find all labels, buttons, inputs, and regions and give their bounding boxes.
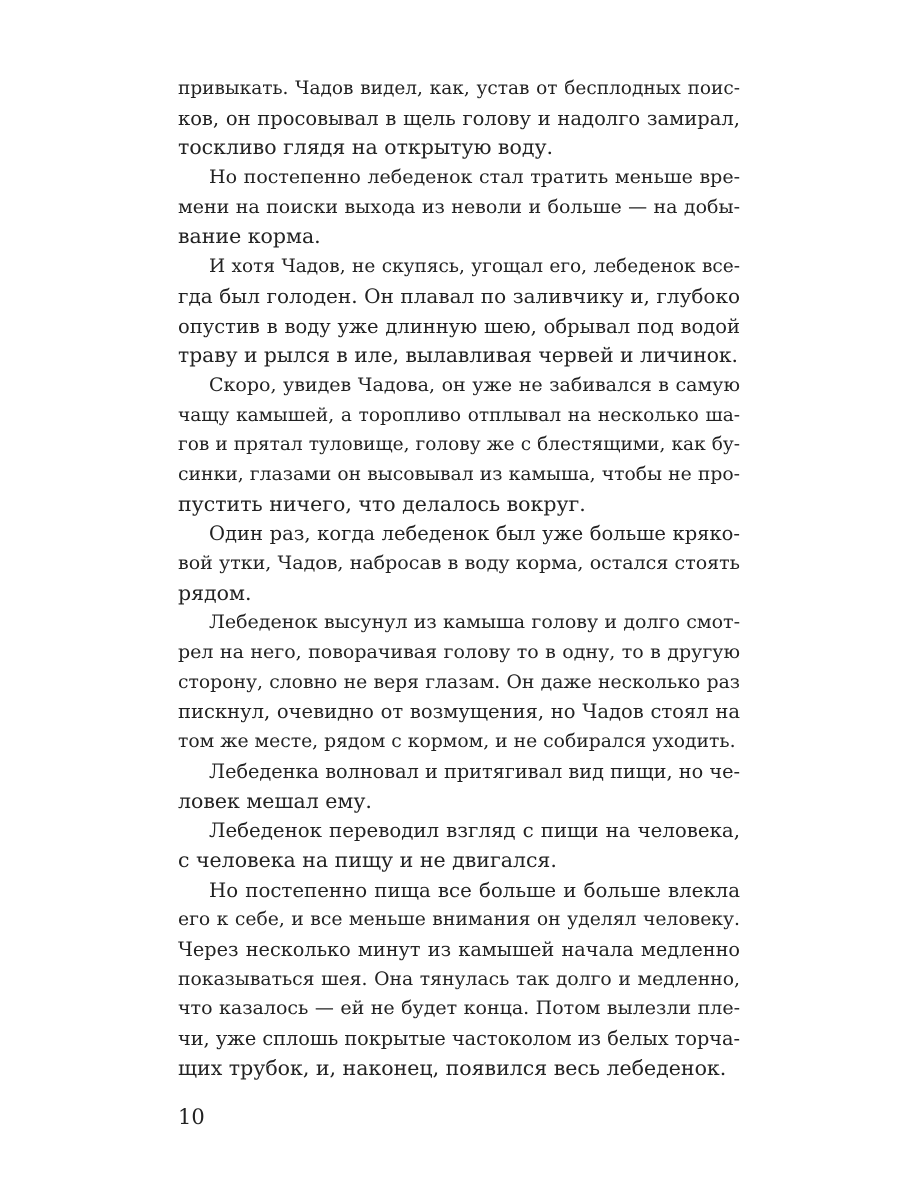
- text-line: вой утки, Чадов, набросав в воду корма, остался стоять: [178, 552, 740, 574]
- text-line: его к себе, и все меньше внимания он уделял человеку.: [178, 909, 740, 931]
- text-line: гов и прятал туловище, голову же с блестящими, как бу-: [178, 434, 740, 456]
- text-line: чи, уже сплошь покрытые частоколом из белых торча-: [178, 1027, 740, 1050]
- paragraph-first-line: И хотя Чадов, не скупясь, угощал его, лебеденок все-: [209, 256, 740, 278]
- text-line: ков, он просовывал в щель голову и надолго замирал,: [178, 106, 740, 130]
- paragraph-first-line: Скоро, увидев Чадова, он уже не забивался в самую: [209, 373, 740, 396]
- text-line: щих трубок, и, наконец, появился весь лебеденок.: [178, 1055, 727, 1080]
- text-line: опустив в воду уже длинную шею, обрывал под водой: [178, 314, 740, 338]
- text-line: синки, глазами он высовывал из камыша, чтобы не про-: [178, 463, 740, 485]
- text-line: пустить ничего, что делалось вокруг.: [178, 491, 586, 516]
- text-line: рядом.: [178, 580, 252, 605]
- paragraph-first-line: Но постепенно пища все больше и больше влекла: [209, 878, 740, 902]
- text-line: чащу камышей, а торопливо отплывал на несколько ша-: [178, 404, 740, 426]
- paragraph-first-line: Один раз, когда лебеденок был уже больше кряко-: [209, 522, 740, 546]
- text-line: гда был голоден. Он плавал по заливчику и, глубоко: [178, 283, 740, 308]
- paragraph-first-line: Лебеденка волновал и притягивал вид пищи, но че-: [209, 759, 740, 783]
- text-line: рел на него, поворачивая голову то в одну, то в другую: [178, 641, 740, 664]
- text-line: тоскливо глядя на открытую воду.: [178, 135, 554, 160]
- text-line: показываться шея. Она тянулась так долго и медленно,: [178, 968, 740, 990]
- text-line: Через несколько минут из камышей начала медленно: [178, 937, 740, 961]
- text-line: траву и рылся в иле, вылавливая червей и личинок.: [178, 343, 738, 368]
- text-line: ловек мешал ему.: [178, 788, 372, 813]
- paragraph-first-line: Лебеденок высунул из камыша голову и долго смот-: [209, 611, 740, 634]
- text-line: что казалось — ей не будет конца. Потом вылезли пле-: [178, 997, 740, 1020]
- paragraph-first-line: Но постепенно лебеденок стал тратить меньше вре-: [209, 166, 740, 189]
- text-line: мени на поиски выхода из неволи и больше — на добы-: [178, 195, 740, 218]
- text-line: сторону, словно не веря глазам. Он даже несколько раз: [178, 671, 740, 693]
- paragraph-first-line: Лебеденок переводил взгляд с пищи на человека,: [209, 819, 740, 843]
- text-line: том же месте, рядом с кормом, и не собирался уходить.: [178, 731, 736, 753]
- text-line: привыкать. Чадов видел, как, устав от бесплодных поис-: [178, 78, 740, 99]
- body-text: [178, 74, 740, 1083]
- page-number: 10: [178, 1105, 205, 1129]
- text-line: вание корма.: [178, 224, 321, 249]
- text-line: с человека на пищу и не двигался.: [178, 847, 557, 872]
- text-line: пискнул, очевидно от возмущения, но Чадов стоял на: [178, 700, 740, 724]
